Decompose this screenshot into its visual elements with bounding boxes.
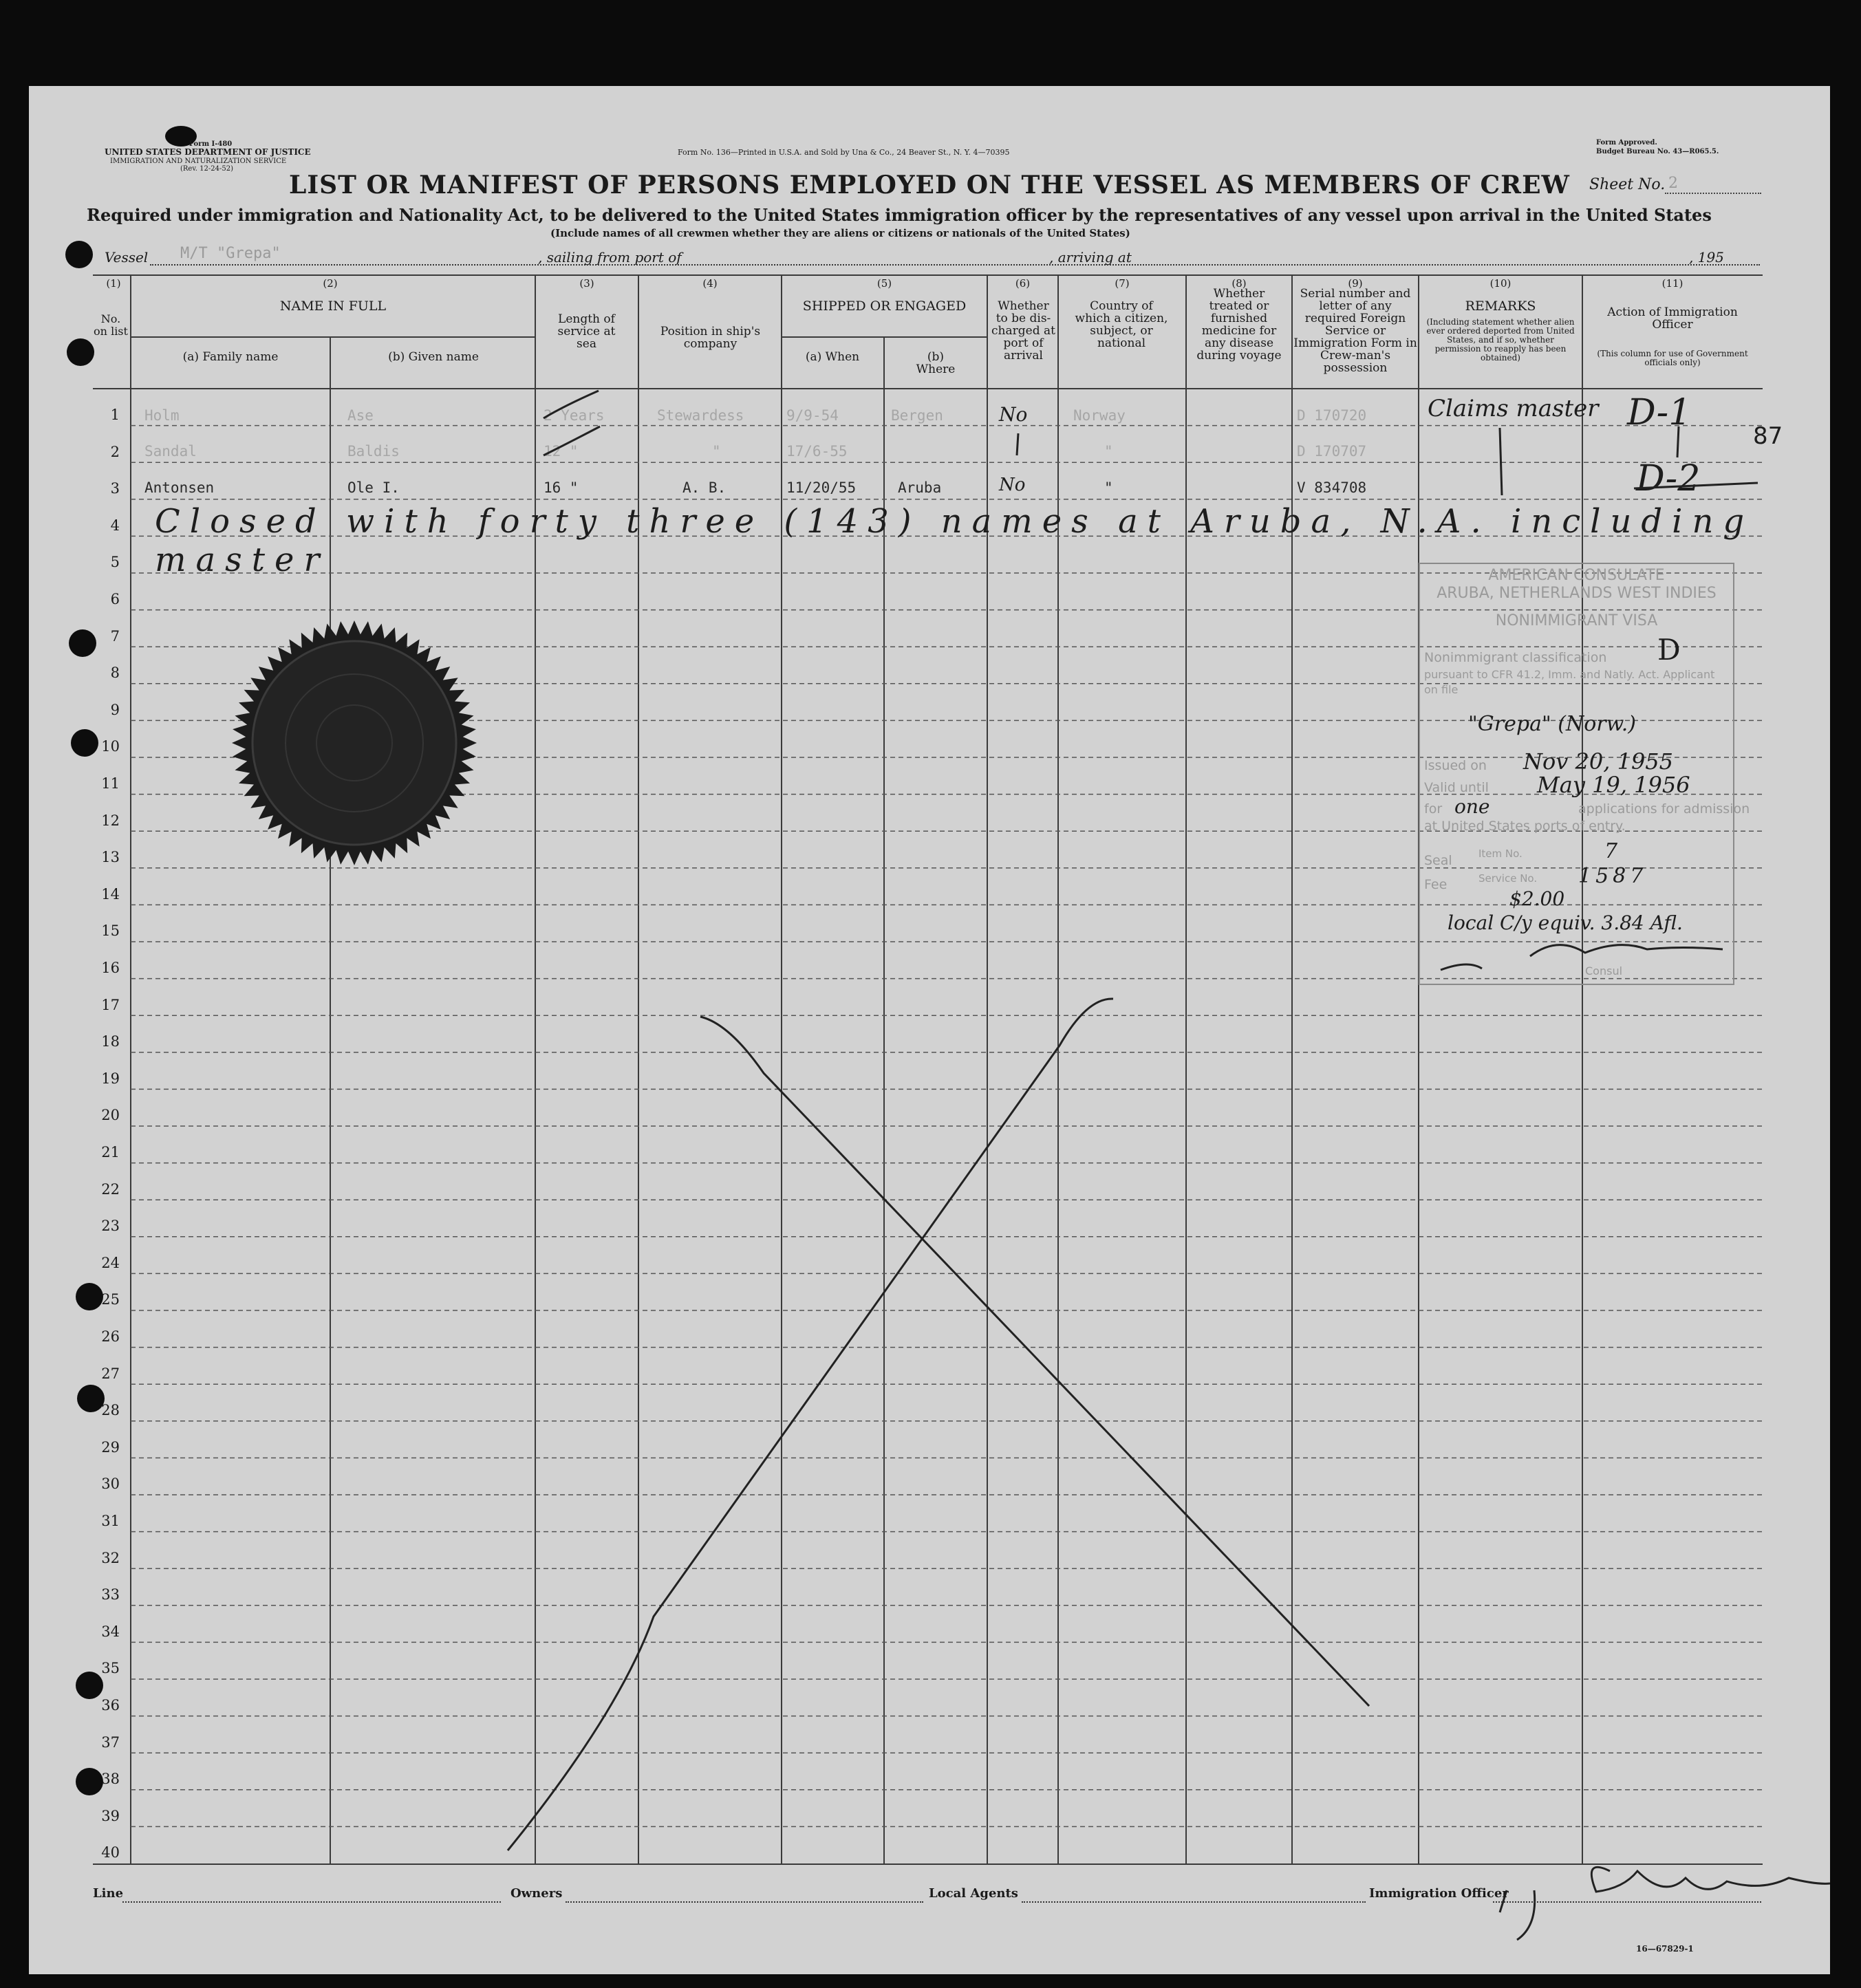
row-number: 5 [110, 554, 120, 571]
row-number: 19 [101, 1070, 120, 1087]
stamp-classification-label: Nonimmigrant classification [1424, 650, 1607, 665]
header-given-name: (b) Given name [388, 350, 479, 364]
row-number: 11 [101, 775, 120, 792]
row-number: 36 [101, 1697, 120, 1714]
col-number: (3) [579, 277, 594, 290]
header-remarks-note: (Including statement whether alien ever ordered deported from United States, and if so, whether permission to reapply has been obtained) [1426, 317, 1575, 363]
col-number: (10) [1489, 277, 1512, 290]
row-number: 25 [101, 1291, 120, 1308]
sheet-label: Sheet No. [1589, 176, 1666, 193]
header-shipped-engaged: SHIPPED OR ENGAGED [802, 299, 967, 314]
stamp-item-value: 7 [1604, 839, 1618, 863]
row1-where: Bergen [891, 407, 943, 424]
budget-bureau: Budget Bureau No. 43—R065.5. [1596, 148, 1719, 155]
row3-discharged: No [999, 475, 1026, 495]
row3-position: A. B. [682, 479, 727, 496]
col-number: (8) [1231, 277, 1247, 290]
row-number: 10 [101, 738, 120, 755]
row-number: 21 [101, 1144, 120, 1160]
row-number: 1 [110, 407, 120, 423]
header-serial: Serial number and letter of any required Foreign Service or Immigration Form in Crew-man's possession [1293, 287, 1417, 375]
row-number: 33 [101, 1586, 120, 1603]
header-remarks: REMARKS [1465, 299, 1536, 314]
visa-stamp [1419, 563, 1750, 985]
form-approved: Form Approved. [1596, 139, 1657, 147]
row-number: 34 [101, 1623, 120, 1640]
header-no-on-list: No. on list [94, 312, 128, 338]
row-number: 27 [101, 1365, 120, 1382]
stamp-service-value: 1587 [1578, 864, 1648, 888]
row2-family: Sandal [144, 443, 197, 460]
stamp-valid-label: Valid until [1424, 780, 1489, 795]
stamp-service-label: Service No. [1478, 872, 1538, 885]
header-when: (a) When [805, 350, 860, 364]
row1-given: Ase [347, 407, 374, 424]
row1-length: 2 Years [544, 407, 605, 424]
row3-where: Aruba [898, 479, 942, 496]
stamp-for-value: one [1454, 795, 1490, 818]
row1-position: Stewardess [657, 407, 744, 424]
stamp-item-label: Item No. [1478, 847, 1523, 860]
col-number: (6) [1015, 277, 1031, 290]
revision: (Rev. 12-24-52) [180, 165, 234, 173]
vessel-label: Vessel [105, 249, 149, 266]
row2-serial: D 170707 [1297, 443, 1367, 460]
footer-agents-label: Local Agents [929, 1886, 1018, 1901]
col-number: (11) [1661, 277, 1683, 290]
row-number: 35 [101, 1660, 120, 1677]
printer-line: Form No. 136—Printed in U.S.A. and Sold by Una & Co., 24 Beaver St., N. Y. 4—70395 [678, 148, 1010, 157]
row-number: 28 [101, 1402, 120, 1419]
row1-when: 9/9-54 [786, 407, 839, 424]
stamp-vessel: "Grepa" (Norw.) [1468, 712, 1636, 736]
row-number: 12 [101, 812, 120, 829]
row-number: 4 [110, 517, 120, 534]
department: UNITED STATES DEPARTMENT OF JUSTICE [105, 147, 311, 157]
row-number: 29 [101, 1438, 120, 1456]
row3-length: 16 " [544, 479, 579, 496]
stamp-fee-label: Fee [1424, 877, 1448, 892]
row-number: 40 [101, 1844, 120, 1861]
closing-note: Closed with forty three (143) names at Aruba, N.A. including master [155, 502, 1754, 579]
row3-family: Antonsen [144, 479, 215, 496]
row2-position: " [712, 443, 721, 460]
stamp-valid-value: May 19, 1956 [1537, 772, 1690, 798]
row-number: 38 [101, 1771, 120, 1788]
service-name: IMMIGRATION AND NATURALIZATION SERVICE [110, 158, 287, 165]
row3-given: Ole I. [347, 479, 400, 496]
row-number: 13 [101, 849, 120, 866]
row3-when: 11/20/55 [786, 479, 857, 496]
row-number: 22 [101, 1180, 120, 1198]
stamp-local-currency: local C/y equiv. 3.84 Afl. [1448, 911, 1683, 934]
stamp-issued-value: Nov 20, 1955 [1523, 748, 1674, 775]
col-number: (2) [323, 277, 338, 290]
row-number: 18 [101, 1033, 120, 1050]
stamp-issued-label: Issued on [1424, 758, 1487, 773]
document-subtitle: Required under immigration and Nationality Act, to be delivered to the United States immigration officer by the representatives of any vessel upon arrival in the United States [87, 205, 1712, 225]
margin-number: 87 [1753, 422, 1783, 450]
stamp-visa-type: NONIMMIGRANT VISA [1495, 612, 1658, 629]
row-number: 2 [110, 443, 120, 460]
arriving-label: , arriving at [1049, 249, 1132, 266]
header-action-note: (This column for use of Government officials only) [1597, 349, 1748, 367]
row1-country: Norway [1073, 407, 1126, 424]
row-number: 24 [101, 1254, 120, 1271]
footer-line-label: Line [93, 1886, 124, 1901]
row1-serial: D 170720 [1297, 407, 1367, 424]
col-number: (7) [1115, 277, 1130, 290]
stamp-entry-label: at United States ports of entry. [1424, 819, 1626, 834]
col-number: (5) [876, 277, 892, 290]
row1-remarks: Claims master [1428, 395, 1599, 422]
row-number: 26 [101, 1328, 120, 1345]
vessel-name: M/T "Grepa" [180, 245, 281, 262]
row-number: 23 [101, 1218, 120, 1235]
header-country: Country of which a citizen, subject, or national [1075, 299, 1168, 350]
col-number: (4) [702, 277, 718, 290]
header-action: Action of Immigration Officer [1607, 305, 1738, 332]
row-number: 3 [110, 480, 120, 497]
row2-length: 12 " [544, 443, 579, 460]
header-family-name: (a) Family name [182, 350, 279, 364]
stamp-consul-label: Consul [1585, 964, 1623, 977]
row1-family: Holm [144, 407, 180, 424]
row-number: 15 [101, 922, 120, 940]
row-number: 20 [101, 1107, 120, 1124]
stamp-classification-value: D [1657, 633, 1681, 667]
header-where: (b) Where [916, 350, 956, 376]
form-id: Form I-480 [189, 140, 233, 148]
row2-country: " [1104, 443, 1113, 460]
header-discharged: Whether to be dis-charged at port of arrival [991, 299, 1055, 363]
row-number: 17 [101, 996, 120, 1013]
row-number: 30 [101, 1476, 120, 1493]
row-number: 37 [101, 1733, 120, 1751]
row3-action: D-2 [1636, 458, 1701, 499]
row-number: 16 [101, 960, 120, 976]
row-number: 31 [101, 1513, 120, 1529]
row2-given: Baldis [347, 443, 400, 460]
row3-serial: V 834708 [1297, 479, 1367, 496]
header-length-of-service: Length of service at sea [557, 312, 616, 351]
row-number: 32 [101, 1549, 120, 1566]
footer-code: 16—67829-1 [1636, 1944, 1694, 1954]
stamp-fee-value: $2.00 [1509, 887, 1565, 910]
consul-signature [1420, 564, 1733, 984]
stamp-seal-label: Seal [1424, 853, 1452, 868]
col-number: (9) [1348, 277, 1363, 290]
row3-country: " [1104, 479, 1113, 496]
stamp-consulate: AMERICAN CONSULATE [1488, 567, 1665, 584]
row1-action: D-1 [1627, 392, 1692, 433]
stamp-admission-label: applications for admission [1578, 801, 1750, 817]
row-number: 8 [110, 665, 120, 682]
row1-discharged: No [999, 403, 1028, 426]
row-number: 39 [101, 1807, 120, 1824]
row-number: 14 [101, 885, 120, 903]
stamp-for-label: for [1424, 801, 1443, 817]
row-number: 6 [110, 591, 120, 607]
document-title: LIST OR MANIFEST OF PERSONS EMPLOYED ON THE VESSEL AS MEMBERS OF CREW [289, 171, 1570, 199]
header-name-in-full: NAME IN FULL [279, 299, 387, 314]
sheet-value: 2 [1668, 175, 1678, 192]
header-position: Position in ship's company [660, 325, 761, 351]
sailing-label: , sailing from port of [538, 249, 682, 266]
row2-when: 17/6-55 [786, 443, 848, 460]
stamp-location: ARUBA, NETHERLANDS WEST INDIES [1437, 585, 1717, 602]
footer-officer-label: Immigration Officer [1369, 1886, 1509, 1901]
crew-note: (Include names of all crewmen whether they are aliens or citizens or nationals of the United States) [550, 227, 1130, 239]
col-number: (1) [106, 277, 121, 290]
row-number: 9 [110, 701, 120, 718]
header-medicine: Whether treated or furnished medicine for any disease during voyage [1196, 287, 1282, 363]
year-label: , 195 [1689, 249, 1724, 266]
row-number: 7 [110, 627, 120, 645]
footer-owners-label: Owners [510, 1886, 563, 1901]
stamp-act-label: pursuant to CFR 41.2, Imm. and Natly. Act. Applicant on file [1424, 668, 1715, 696]
